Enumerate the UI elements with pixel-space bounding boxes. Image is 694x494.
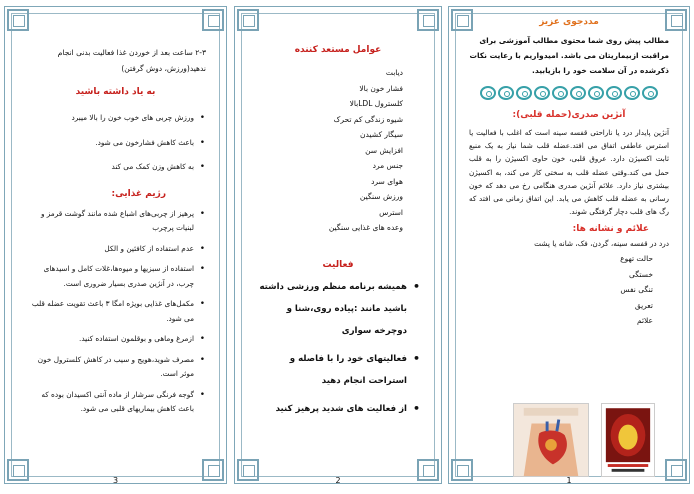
corner-ornament — [237, 9, 259, 31]
list-item: تنگی نفس — [620, 285, 653, 295]
page-number: 3 — [112, 476, 119, 485]
list-item: • پرهیز از چربی‌های اشباع شده مانند گوشت قرمز و لبنیات پرچرب — [25, 207, 206, 236]
factors-list — [255, 65, 421, 236]
greeting-title: مددجوی عزیز — [539, 17, 599, 27]
list-item: • به کاهش وزن کمک می کند — [25, 160, 206, 175]
list-item: دیابت — [385, 68, 403, 77]
activity-title: فعالیت — [322, 259, 354, 270]
symptoms-list — [469, 251, 669, 329]
list-item: خستگی — [629, 269, 653, 279]
list-item: • استفاده از سبزیها و میوه‌ها،غلات کامل و اسیدهای چرب، در آنژین صدری بسیار ضروری است. — [25, 262, 206, 291]
list-item: ورزش سنگین — [359, 192, 403, 201]
list-item: • از فعالیت های شدید پرهیز کنید — [255, 398, 421, 420]
list-item: جنس مرد — [372, 161, 403, 170]
list-item: افزایش سن — [365, 145, 403, 155]
corner-ornament — [417, 9, 439, 31]
list-item: علائم — [636, 316, 653, 326]
angina-text: آنژین پایدار درد یا ناراحتی قفسه سینه است که اغلب با فعالیت یا استرس عاطفی اتفاق می افتد.عضله قلب شما نیاز به یک منبع ثابت اکسیژن دارد. عروق قلبی، خون حاوی اکسیژن را به قلب حمل می کند.وقتی عضله قلب به سختی کار می کند، به اکسیژن بیشتری نیاز دارد. علائم آنژین صدری هنگامی رخ می دهد که خون رسانی به عضله قلب کاهش می یابد. این اتفاق زمانی می افتد که رگ های قلب دچار گرفتگی شوند. — [469, 128, 669, 217]
symptoms-title: علائم و نشانه ها: — [572, 224, 649, 235]
list-item: • باعث کاهش فشارخون می شود. — [25, 136, 206, 151]
list-item: • مصرف شوید،هویج و سیب در کاهش کلسترول خون موثر است. — [25, 353, 206, 382]
remember-list — [25, 111, 206, 175]
remember-title: به یاد داشته باشید — [75, 87, 156, 97]
list-item: • فعالیتهای خود را با فاصله و استراحت انجام دهید — [255, 348, 421, 392]
list-item: • گوجه فرنگی سرشار از ماده آنتی اکسیدان بوده که باعث کاهش بیماریهای قلبی می شود. — [25, 388, 206, 417]
list-item: تعریق — [634, 300, 653, 310]
list-item: حالت تهوع — [620, 254, 653, 264]
diet-list — [25, 207, 206, 417]
decorative-divider — [469, 86, 669, 100]
artery-plaque-image — [601, 403, 655, 477]
angina-title: آنژین صدری(حمله قلبی): — [512, 110, 626, 120]
list-item: • ازمرغ وماهی و بوقلمون استفاده کنید. — [25, 332, 206, 347]
after-meal-note: ۲-۳ ساعت بعد از خوردن غذا فعالیت بدنی انجام ندهید(ورزش، دوش گرفتن) — [57, 48, 206, 73]
symptoms-intro: درد در قفسه سینه، گردن، فک، شانه یا پشت — [534, 239, 669, 249]
list-item: کلسترول LDLبالا — [349, 99, 403, 108]
greeting-text: مطالب پیش روی شما محتوی مطالب آموزشی برای مراقبت ازبیماریتان می باشد. امیدواریم با رعایت نکات ذکرشده در آن سلامت خود را بازیابید. — [469, 36, 669, 75]
list-item: • ورزش چربی های خوب خون را بالا میبرد — [25, 111, 206, 126]
list-item: • همیشه برنامه منظم ورزشی داشته باشید مانند :پیاده روی،شنا و دوچرخه سواری — [255, 276, 421, 342]
factors-title: عوامل مستعد کننده — [294, 45, 382, 55]
page-number: 1 — [566, 476, 572, 485]
panel-page-3 — [4, 6, 227, 484]
corner-ornament — [202, 9, 224, 31]
list-item: استرس — [379, 207, 403, 217]
list-item: شیوه زندگی کم تحرک — [333, 114, 403, 124]
page-number: 2 — [335, 476, 341, 485]
list-item: فشار خون بالا — [359, 83, 403, 93]
list-item: هوای سرد — [371, 176, 403, 186]
panel-page-2 — [234, 6, 442, 484]
heart-anatomy-image — [513, 403, 589, 477]
diet-title: رژیم غذایی: — [111, 188, 166, 199]
panel-page-1 — [448, 6, 690, 484]
list-item: سیگار کشیدن — [360, 130, 403, 139]
corner-ornament — [7, 9, 29, 31]
list-item: • عدم استفاده از کافئین و الکل — [25, 242, 206, 257]
list-item: وعده های غذایی سنگین — [328, 223, 403, 232]
list-item: • مکمل‌های غذایی بویژه امگا ۳ باعث تقویت عضله قلب می شود. — [25, 297, 206, 326]
activity-list — [255, 276, 421, 420]
